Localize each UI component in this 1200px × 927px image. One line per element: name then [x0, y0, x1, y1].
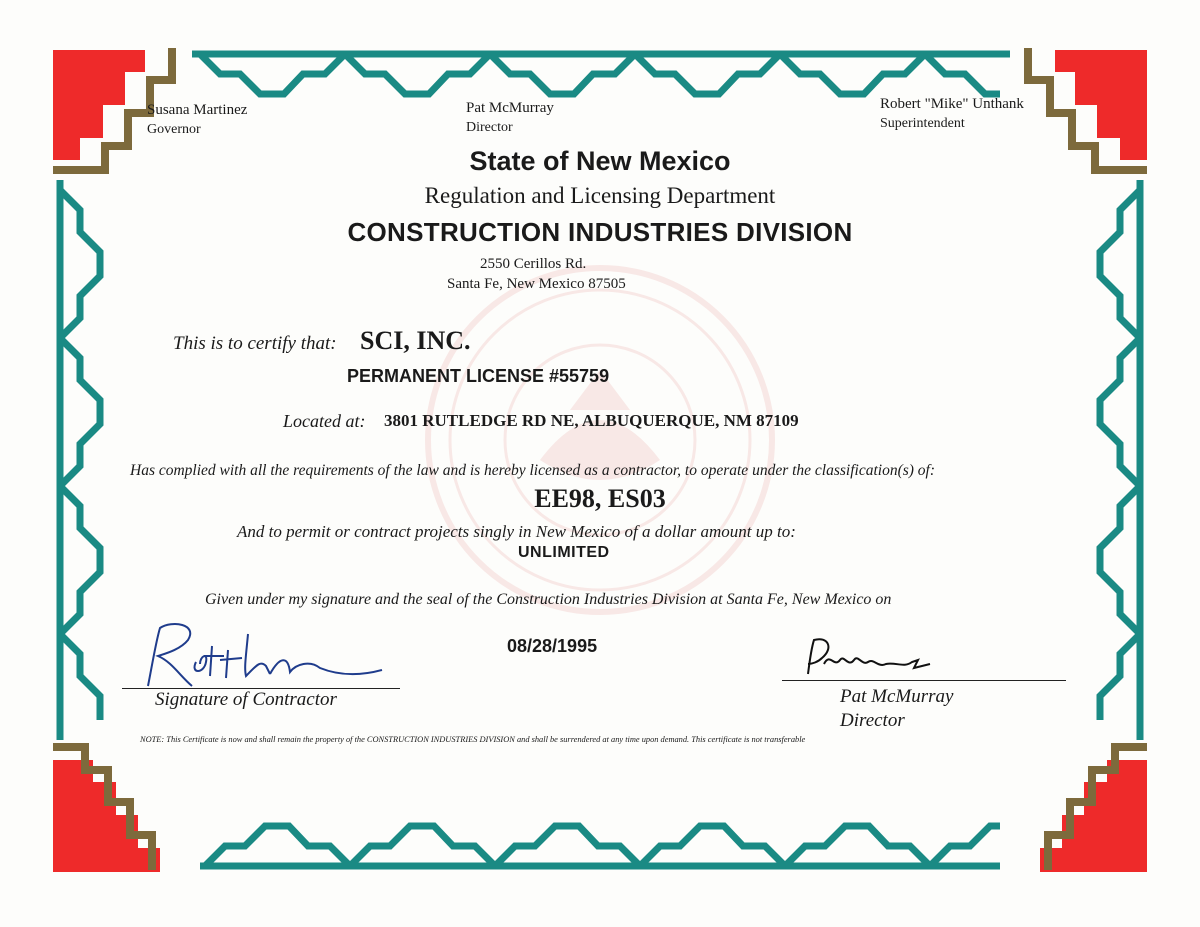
issue-date: 08/28/1995 [507, 636, 598, 656]
contractor-signature [120, 616, 390, 696]
governor-name: Susana Martinez [147, 102, 248, 118]
department-title: Regulation and Licensing Department [424, 183, 776, 208]
superintendent-title: Superintendent [880, 116, 965, 131]
located-label: Located at: [283, 411, 366, 431]
director-signature-title: Director [840, 710, 905, 731]
classifications: EE98, ES03 [534, 484, 666, 513]
compliance-statement: Has complied with all the requirements of the law and is hereby licensed as a contractor, to operate under the classification(s) of: [130, 462, 936, 479]
transfer-note: NOTE: This Certificate is now and shall remain the property of the CONSTRUCTION INDUSTRIES DIVISION and shall be surrendered at any time upon demand. This certificate is not transferable [140, 735, 806, 744]
director-signature-line [782, 680, 1066, 681]
superintendent-name: Robert "Mike" Unthank [880, 96, 1024, 112]
state-title: State of New Mexico [469, 146, 731, 176]
governor-title: Governor [147, 122, 201, 137]
dollar-amount: UNLIMITED [518, 544, 610, 561]
license-number: PERMANENT LICENSE #55759 [347, 366, 610, 386]
certify-label: This is to certify that: [173, 333, 337, 354]
address-line-1: 2550 Cerillos Rd. [480, 256, 587, 272]
permit-statement: And to permit or contract projects singly in New Mexico of a dollar amount up to: [237, 522, 796, 541]
location-address: 3801 RUTLEDGE RD NE, ALBUQUERQUE, NM 87109 [384, 411, 799, 430]
division-title: CONSTRUCTION INDUSTRIES DIVISION [347, 217, 853, 247]
contractor-signature-label: Signature of Contractor [155, 689, 337, 710]
director-title-header: Director [466, 120, 513, 135]
address-line-2: Santa Fe, New Mexico 87505 [447, 276, 626, 292]
director-signature-name: Pat McMurray [840, 686, 954, 707]
company-name: SCI, INC. [360, 326, 471, 355]
director-signature [800, 634, 940, 682]
given-statement: Given under my signature and the seal of the Construction Industries Division at Santa Fe, New Mexico on [205, 591, 892, 608]
director-name-header: Pat McMurray [466, 100, 554, 116]
